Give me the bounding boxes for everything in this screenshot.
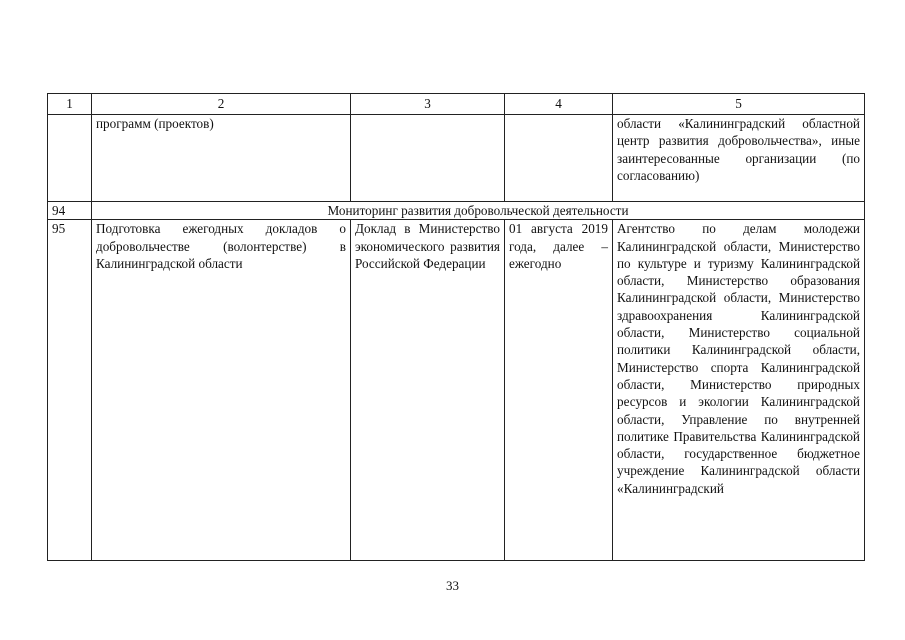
header-col-2: 2 — [92, 94, 351, 115]
cell-responsible: области «Калининградский областной центр развития добровольчества», иные заинтересованные организации (по согласованию) — [613, 115, 865, 202]
cell-deadline — [505, 115, 613, 202]
item-action: Подготовка ежегодных докладов о добровольчестве (волонтерстве) в Калининградской области — [92, 220, 351, 561]
section-title: Мониторинг развития добровольческой деятельности — [92, 202, 865, 220]
header-col-4: 4 — [505, 94, 613, 115]
item-number: 95 — [48, 220, 92, 561]
item-deadline: 01 августа 2019 года, далее – ежегодно — [505, 220, 613, 561]
page-number: 33 — [446, 578, 459, 593]
table-header-row — [48, 94, 865, 115]
cell-number — [48, 115, 92, 202]
item-responsible: Агентство по делам молодежи Калининградской области, Министерство по культуре и туризму Калининградской области, Министерство образования Калининградской области, Министерство здравоохранения Калининградской области, Министерство социальной политики Калининградской области, Министерство спорта Калининградской области, Министерство природных ресурсов и экологии Калининградской области, Управление по внутренней политике Правительства Калининградской области, государственное бюджетное учреждение Калининградской области «Калининградский — [613, 220, 865, 561]
item-result: Доклад в Министерство экономического развития Российской Федерации — [351, 220, 505, 561]
table-row-section — [48, 202, 865, 220]
section-number: 94 — [48, 202, 92, 220]
cell-action: программ (проектов) — [92, 115, 351, 202]
cell-result — [351, 115, 505, 202]
table-row-continuation — [48, 115, 865, 202]
plan-table — [47, 93, 865, 561]
table-row-item-95 — [48, 220, 865, 561]
header-col-3: 3 — [351, 94, 505, 115]
header-col-1: 1 — [48, 94, 92, 115]
header-col-5: 5 — [613, 94, 865, 115]
